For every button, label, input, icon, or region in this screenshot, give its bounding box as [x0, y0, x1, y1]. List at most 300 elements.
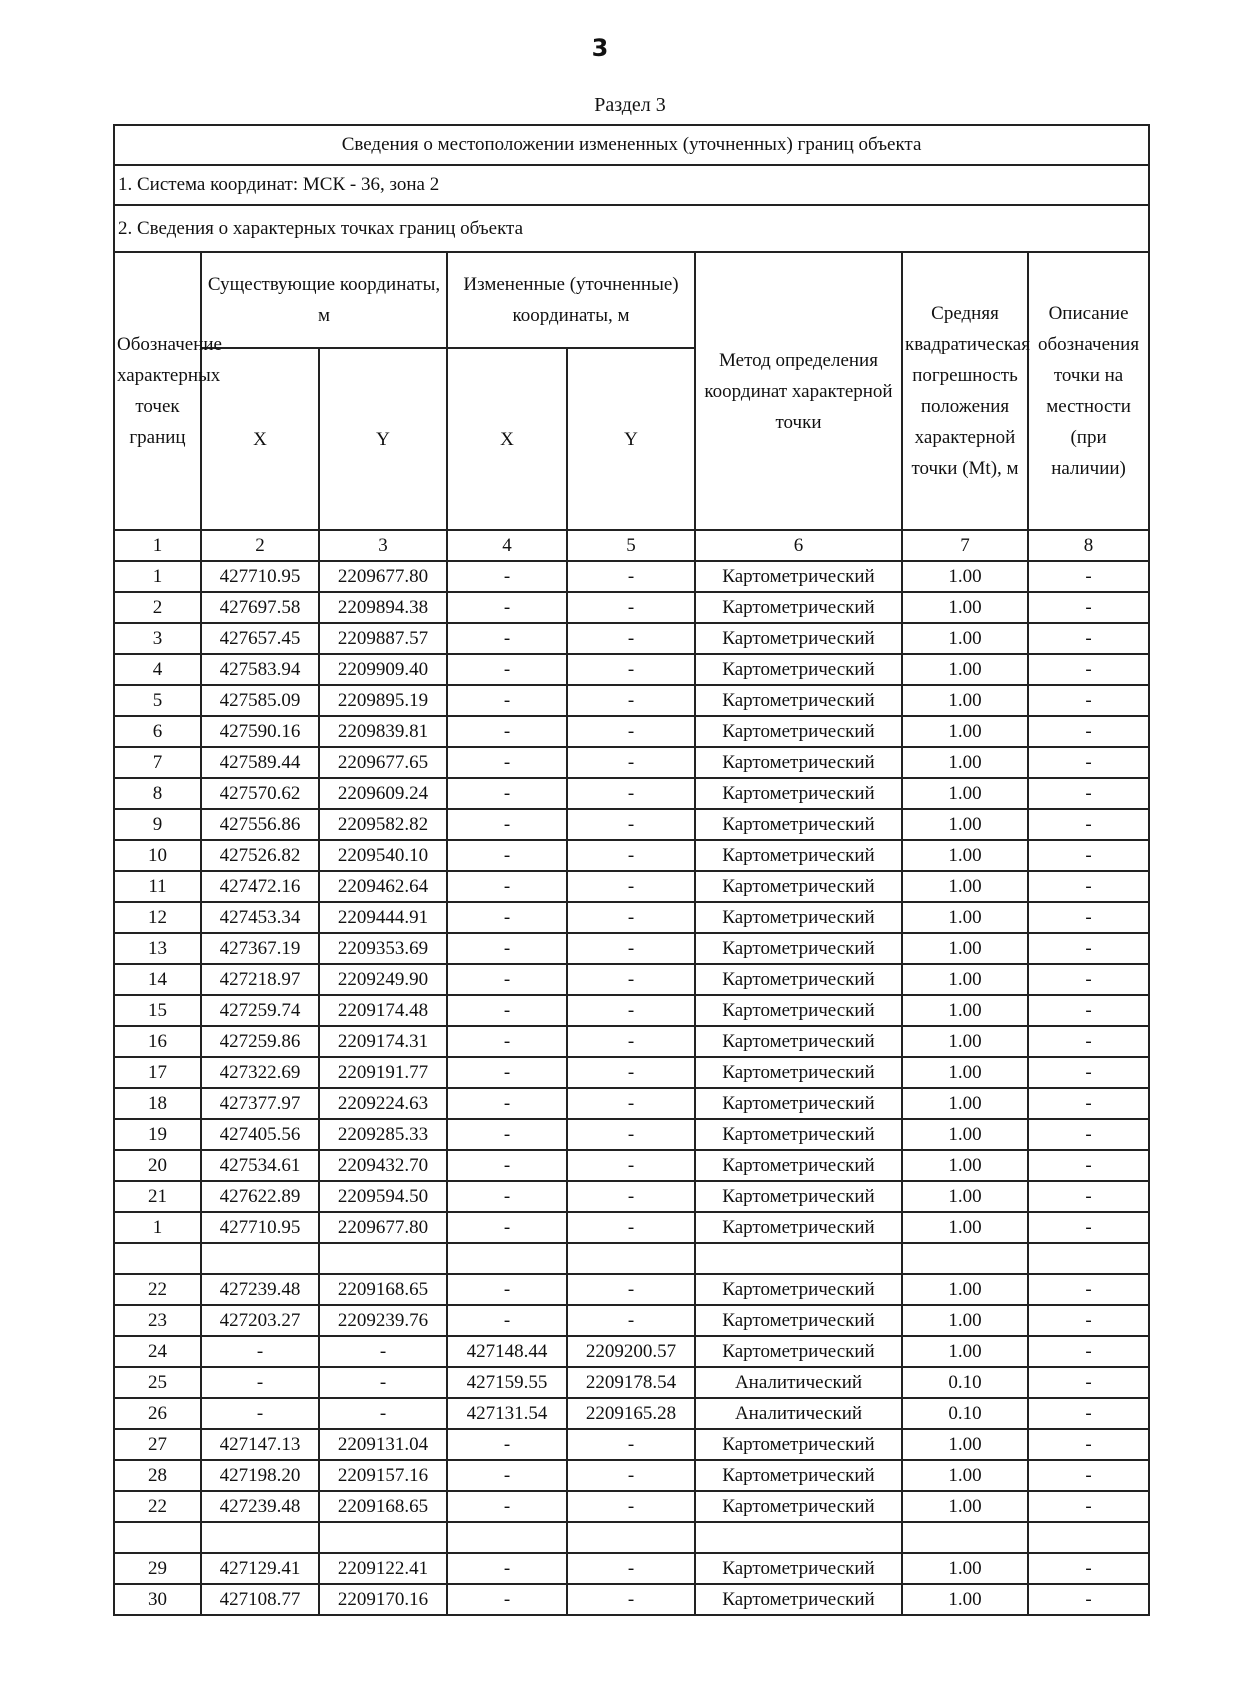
method-cell: Картометрический [695, 685, 902, 716]
method-cell: Картометрический [695, 1553, 902, 1584]
description-cell: - [1028, 1460, 1149, 1491]
changed-y-cell: - [567, 1026, 695, 1057]
error-cell: 1.00 [902, 1181, 1028, 1212]
description-cell: - [1028, 840, 1149, 871]
point-id-cell: 3 [114, 623, 201, 654]
error-cell: 1.00 [902, 995, 1028, 1026]
changed-x-cell: - [447, 902, 567, 933]
method-cell: Картометрический [695, 1212, 902, 1243]
method-cell: Картометрический [695, 716, 902, 747]
error-cell: 1.00 [902, 685, 1028, 716]
description-cell: - [1028, 1119, 1149, 1150]
changed-x-cell: - [447, 623, 567, 654]
existing-y-cell [319, 1243, 447, 1274]
existing-x-cell: 427585.09 [201, 685, 319, 716]
point-id-cell: 10 [114, 840, 201, 871]
page-number: 3 [591, 34, 609, 62]
changed-y-cell: - [567, 716, 695, 747]
error-cell: 1.00 [902, 1026, 1028, 1057]
changed-x-cell: - [447, 1181, 567, 1212]
point-id-cell: 13 [114, 933, 201, 964]
existing-y-cell: - [319, 1398, 447, 1429]
point-id-cell: 8 [114, 778, 201, 809]
existing-y-cell: 2209224.63 [319, 1088, 447, 1119]
existing-y-cell: 2209157.16 [319, 1460, 447, 1491]
method-cell: Картометрический [695, 1491, 902, 1522]
error-cell: 1.00 [902, 1553, 1028, 1584]
existing-x-cell: - [201, 1367, 319, 1398]
changed-x-cell: - [447, 809, 567, 840]
method-cell: Картометрический [695, 1460, 902, 1491]
changed-x-cell: - [447, 1274, 567, 1305]
changed-x-cell: - [447, 592, 567, 623]
description-cell: - [1028, 1026, 1149, 1057]
existing-y-cell: 2209131.04 [319, 1429, 447, 1460]
changed-x-cell: - [447, 1088, 567, 1119]
existing-y-cell: 2209432.70 [319, 1150, 447, 1181]
method-cell: Картометрический [695, 964, 902, 995]
error-cell: 1.00 [902, 902, 1028, 933]
point-id-cell [114, 1522, 201, 1553]
changed-x-cell: - [447, 1429, 567, 1460]
table-row [114, 778, 1149, 809]
table-row [114, 1150, 1149, 1181]
existing-y-cell: 2209122.41 [319, 1553, 447, 1584]
existing-y-cell: 2209887.57 [319, 623, 447, 654]
existing-y-cell: 2209895.19 [319, 685, 447, 716]
changed-x-cell: - [447, 1491, 567, 1522]
existing-x-cell: 427534.61 [201, 1150, 319, 1181]
error-cell: 1.00 [902, 964, 1028, 995]
point-id-cell: 9 [114, 809, 201, 840]
error-cell: 1.00 [902, 1491, 1028, 1522]
error-cell: 1.00 [902, 871, 1028, 902]
changed-x-cell: - [447, 840, 567, 871]
table-title: Сведения о местоположении измененных (уточненных) границ объекта [114, 125, 1149, 165]
existing-x-cell: 427377.97 [201, 1088, 319, 1119]
changed-y-cell: - [567, 1150, 695, 1181]
description-cell: - [1028, 1398, 1149, 1429]
point-id-cell: 19 [114, 1119, 201, 1150]
existing-x-cell: 427622.89 [201, 1181, 319, 1212]
existing-x-cell: 427657.45 [201, 623, 319, 654]
error-cell [902, 1522, 1028, 1553]
changed-x-cell: - [447, 1119, 567, 1150]
table-row [114, 809, 1149, 840]
table-row [114, 1243, 1149, 1274]
column-number: 2 [201, 530, 319, 561]
section-label: Раздел 3 [594, 94, 666, 116]
description-cell: - [1028, 1491, 1149, 1522]
method-cell: Картометрический [695, 871, 902, 902]
changed-x-cell [447, 1243, 567, 1274]
changed-y-cell: - [567, 1181, 695, 1212]
existing-y-cell: 2209909.40 [319, 654, 447, 685]
method-cell: Картометрический [695, 747, 902, 778]
method-cell: Картометрический [695, 1026, 902, 1057]
header-x-changed: X [447, 348, 567, 530]
existing-x-cell: 427129.41 [201, 1553, 319, 1584]
description-cell: - [1028, 902, 1149, 933]
changed-x-cell: 427148.44 [447, 1336, 567, 1367]
method-cell: Картометрический [695, 654, 902, 685]
changed-x-cell: - [447, 716, 567, 747]
existing-x-cell: 427405.56 [201, 1119, 319, 1150]
table-row [114, 1429, 1149, 1460]
description-cell: - [1028, 1181, 1149, 1212]
point-id-cell: 14 [114, 964, 201, 995]
point-id-cell: 1 [114, 1212, 201, 1243]
point-id-cell: 20 [114, 1150, 201, 1181]
column-number-row [114, 530, 1149, 561]
point-id-cell: 22 [114, 1491, 201, 1522]
changed-x-cell: 427131.54 [447, 1398, 567, 1429]
description-cell: - [1028, 871, 1149, 902]
changed-x-cell: - [447, 964, 567, 995]
changed-y-cell: - [567, 1460, 695, 1491]
existing-y-cell: 2209582.82 [319, 809, 447, 840]
error-cell: 1.00 [902, 1150, 1028, 1181]
existing-y-cell: 2209540.10 [319, 840, 447, 871]
existing-x-cell: 427583.94 [201, 654, 319, 685]
changed-y-cell: - [567, 778, 695, 809]
changed-y-cell: - [567, 933, 695, 964]
point-id-cell: 30 [114, 1584, 201, 1615]
method-cell: Картометрический [695, 1305, 902, 1336]
error-cell: 0.10 [902, 1398, 1028, 1429]
existing-x-cell: 427453.34 [201, 902, 319, 933]
method-cell: Картометрический [695, 1150, 902, 1181]
changed-x-cell: - [447, 654, 567, 685]
changed-y-cell: - [567, 840, 695, 871]
existing-x-cell: 427589.44 [201, 747, 319, 778]
description-cell: - [1028, 995, 1149, 1026]
changed-y-cell: - [567, 1088, 695, 1119]
method-cell: Картометрический [695, 933, 902, 964]
table-row [114, 716, 1149, 747]
existing-x-cell: - [201, 1336, 319, 1367]
existing-y-cell: 2209894.38 [319, 592, 447, 623]
header-designation: Обозначение характерных точек границ [114, 252, 201, 530]
description-cell: - [1028, 1584, 1149, 1615]
header-x-existing: X [201, 348, 319, 530]
point-id-cell: 18 [114, 1088, 201, 1119]
point-id-cell: 24 [114, 1336, 201, 1367]
table-row [114, 1088, 1149, 1119]
error-cell: 1.00 [902, 1336, 1028, 1367]
method-cell: Картометрический [695, 840, 902, 871]
changed-x-cell: 427159.55 [447, 1367, 567, 1398]
description-cell [1028, 1522, 1149, 1553]
error-cell: 1.00 [902, 840, 1028, 871]
existing-y-cell: 2209677.80 [319, 1212, 447, 1243]
table-row [114, 1553, 1149, 1584]
table-row [114, 1367, 1149, 1398]
existing-y-cell: 2209353.69 [319, 933, 447, 964]
existing-y-cell: 2209168.65 [319, 1274, 447, 1305]
existing-y-cell: 2209609.24 [319, 778, 447, 809]
point-id-cell: 22 [114, 1274, 201, 1305]
point-id-cell: 5 [114, 685, 201, 716]
existing-y-cell: 2209174.48 [319, 995, 447, 1026]
existing-y-cell: 2209168.65 [319, 1491, 447, 1522]
point-id-cell: 23 [114, 1305, 201, 1336]
error-cell: 1.00 [902, 592, 1028, 623]
description-cell: - [1028, 964, 1149, 995]
changed-y-cell: - [567, 1212, 695, 1243]
table-row [114, 654, 1149, 685]
changed-x-cell: - [447, 561, 567, 592]
changed-x-cell [447, 1522, 567, 1553]
error-cell: 1.00 [902, 1460, 1028, 1491]
description-cell: - [1028, 1429, 1149, 1460]
point-id-cell: 25 [114, 1367, 201, 1398]
column-number: 1 [114, 530, 201, 561]
existing-y-cell: 2209191.77 [319, 1057, 447, 1088]
changed-x-cell: - [447, 685, 567, 716]
existing-x-cell: 427710.95 [201, 561, 319, 592]
existing-y-cell: 2209285.33 [319, 1119, 447, 1150]
table-row [114, 840, 1149, 871]
description-cell: - [1028, 685, 1149, 716]
coordinates-table [113, 124, 1150, 1616]
existing-x-cell: 427590.16 [201, 716, 319, 747]
error-cell: 1.00 [902, 1429, 1028, 1460]
table-row [114, 902, 1149, 933]
changed-y-cell: - [567, 1584, 695, 1615]
method-cell: Картометрический [695, 809, 902, 840]
existing-x-cell: - [201, 1398, 319, 1429]
changed-y-cell: - [567, 1305, 695, 1336]
point-id-cell: 12 [114, 902, 201, 933]
error-cell: 1.00 [902, 1305, 1028, 1336]
changed-y-cell: 2209200.57 [567, 1336, 695, 1367]
existing-y-cell: 2209174.31 [319, 1026, 447, 1057]
description-cell: - [1028, 561, 1149, 592]
method-cell: Картометрический [695, 995, 902, 1026]
changed-y-cell: - [567, 1553, 695, 1584]
error-cell: 1.00 [902, 1119, 1028, 1150]
error-cell: 1.00 [902, 809, 1028, 840]
method-cell [695, 1522, 902, 1553]
method-cell: Картометрический [695, 902, 902, 933]
existing-x-cell: 427108.77 [201, 1584, 319, 1615]
table-row [114, 1026, 1149, 1057]
table-row [114, 871, 1149, 902]
header-changed-coordinates: Измененные (уточненные) координаты, м [447, 252, 695, 348]
changed-y-cell [567, 1243, 695, 1274]
description-cell: - [1028, 716, 1149, 747]
point-id-cell: 15 [114, 995, 201, 1026]
table-row [114, 1057, 1149, 1088]
header-y-changed: Y [567, 348, 695, 530]
method-cell: Картометрический [695, 1181, 902, 1212]
changed-y-cell [567, 1522, 695, 1553]
header-existing-coordinates: Существующие координаты, м [201, 252, 447, 348]
changed-y-cell: - [567, 1274, 695, 1305]
table-row [114, 1398, 1149, 1429]
description-cell: - [1028, 809, 1149, 840]
point-id-cell: 27 [114, 1429, 201, 1460]
error-cell: 1.00 [902, 933, 1028, 964]
column-number: 8 [1028, 530, 1149, 561]
description-cell: - [1028, 1367, 1149, 1398]
changed-y-cell: - [567, 592, 695, 623]
existing-x-cell: 427259.74 [201, 995, 319, 1026]
existing-x-cell: 427472.16 [201, 871, 319, 902]
table-row [114, 1274, 1149, 1305]
description-cell [1028, 1243, 1149, 1274]
changed-y-cell: - [567, 871, 695, 902]
method-cell: Картометрический [695, 1429, 902, 1460]
method-cell: Аналитический [695, 1367, 902, 1398]
table-row [114, 964, 1149, 995]
changed-y-cell: 2209165.28 [567, 1398, 695, 1429]
existing-x-cell: 427147.13 [201, 1429, 319, 1460]
method-cell: Картометрический [695, 1274, 902, 1305]
changed-y-cell: - [567, 1119, 695, 1150]
method-cell: Картометрический [695, 1119, 902, 1150]
changed-y-cell: - [567, 1057, 695, 1088]
method-cell: Картометрический [695, 623, 902, 654]
point-id-cell: 28 [114, 1460, 201, 1491]
table-row [114, 685, 1149, 716]
table-row [114, 1584, 1149, 1615]
point-id-cell: 2 [114, 592, 201, 623]
point-id-cell: 21 [114, 1181, 201, 1212]
existing-y-cell: - [319, 1336, 447, 1367]
column-number: 6 [695, 530, 902, 561]
table-row [114, 1522, 1149, 1553]
error-cell: 1.00 [902, 1212, 1028, 1243]
column-number: 7 [902, 530, 1028, 561]
existing-y-cell: 2209677.65 [319, 747, 447, 778]
error-cell: 1.00 [902, 747, 1028, 778]
description-cell: - [1028, 1305, 1149, 1336]
point-id-cell: 11 [114, 871, 201, 902]
changed-y-cell: - [567, 1491, 695, 1522]
error-cell: 1.00 [902, 623, 1028, 654]
header-y-existing: Y [319, 348, 447, 530]
table-row [114, 1460, 1149, 1491]
column-number: 5 [567, 530, 695, 561]
changed-x-cell: - [447, 933, 567, 964]
method-cell: Картометрический [695, 1584, 902, 1615]
point-id-cell: 26 [114, 1398, 201, 1429]
existing-x-cell: 427239.48 [201, 1491, 319, 1522]
existing-y-cell: 2209444.91 [319, 902, 447, 933]
existing-x-cell [201, 1522, 319, 1553]
existing-x-cell: 427367.19 [201, 933, 319, 964]
error-cell: 1.00 [902, 778, 1028, 809]
existing-y-cell: 2209170.16 [319, 1584, 447, 1615]
error-cell: 1.00 [902, 716, 1028, 747]
description-cell: - [1028, 1336, 1149, 1367]
point-id-cell: 29 [114, 1553, 201, 1584]
changed-x-cell: - [447, 1460, 567, 1491]
table-row [114, 933, 1149, 964]
existing-y-cell: 2209239.76 [319, 1305, 447, 1336]
method-cell: Картометрический [695, 1088, 902, 1119]
table-row [114, 1212, 1149, 1243]
existing-x-cell: 427239.48 [201, 1274, 319, 1305]
description-cell: - [1028, 1274, 1149, 1305]
existing-y-cell: - [319, 1367, 447, 1398]
description-cell: - [1028, 592, 1149, 623]
table-row [114, 1305, 1149, 1336]
existing-x-cell: 427710.95 [201, 1212, 319, 1243]
changed-y-cell: - [567, 1429, 695, 1460]
column-number: 3 [319, 530, 447, 561]
changed-x-cell: - [447, 1305, 567, 1336]
column-number: 4 [447, 530, 567, 561]
existing-y-cell: 2209677.80 [319, 561, 447, 592]
points-caption: 2. Сведения о характерных точках границ объекта [114, 205, 1149, 252]
changed-x-cell: - [447, 995, 567, 1026]
method-cell: Аналитический [695, 1398, 902, 1429]
changed-x-cell: - [447, 1553, 567, 1584]
existing-x-cell: 427570.62 [201, 778, 319, 809]
description-cell: - [1028, 778, 1149, 809]
error-cell: 1.00 [902, 1057, 1028, 1088]
changed-x-cell: - [447, 871, 567, 902]
description-cell: - [1028, 1088, 1149, 1119]
description-cell: - [1028, 1150, 1149, 1181]
method-cell: Картометрический [695, 561, 902, 592]
point-id-cell [114, 1243, 201, 1274]
method-cell: Картометрический [695, 1336, 902, 1367]
coordinate-system: 1. Система координат: МСК - 36, зона 2 [114, 165, 1149, 205]
description-cell: - [1028, 1212, 1149, 1243]
changed-x-cell: - [447, 1584, 567, 1615]
existing-y-cell: 2209839.81 [319, 716, 447, 747]
changed-y-cell: - [567, 809, 695, 840]
changed-y-cell: - [567, 747, 695, 778]
existing-x-cell: 427203.27 [201, 1305, 319, 1336]
method-cell [695, 1243, 902, 1274]
changed-y-cell: - [567, 964, 695, 995]
existing-x-cell: 427218.97 [201, 964, 319, 995]
point-id-cell: 7 [114, 747, 201, 778]
table-row [114, 623, 1149, 654]
error-cell: 1.00 [902, 654, 1028, 685]
header-point-description: Описание обозначения точки на местности (при наличии) [1028, 252, 1149, 530]
changed-y-cell: - [567, 561, 695, 592]
description-cell: - [1028, 933, 1149, 964]
existing-x-cell: 427556.86 [201, 809, 319, 840]
table-row [114, 1336, 1149, 1367]
table-row [114, 1181, 1149, 1212]
changed-y-cell: 2209178.54 [567, 1367, 695, 1398]
table-row [114, 592, 1149, 623]
existing-x-cell [201, 1243, 319, 1274]
header-method: Метод определения координат характерной точки [695, 252, 902, 530]
changed-x-cell: - [447, 1150, 567, 1181]
table-row [114, 747, 1149, 778]
description-cell: - [1028, 654, 1149, 685]
existing-x-cell: 427259.86 [201, 1026, 319, 1057]
changed-x-cell: - [447, 1026, 567, 1057]
changed-x-cell: - [447, 747, 567, 778]
error-cell: 1.00 [902, 1274, 1028, 1305]
changed-x-cell: - [447, 1057, 567, 1088]
existing-y-cell: 2209249.90 [319, 964, 447, 995]
error-cell: 1.00 [902, 561, 1028, 592]
point-id-cell: 6 [114, 716, 201, 747]
description-cell: - [1028, 623, 1149, 654]
header-mean-square-error: Средняя квадратическая погрешность положения характерной точки (Mt), м [902, 252, 1028, 530]
existing-x-cell: 427322.69 [201, 1057, 319, 1088]
